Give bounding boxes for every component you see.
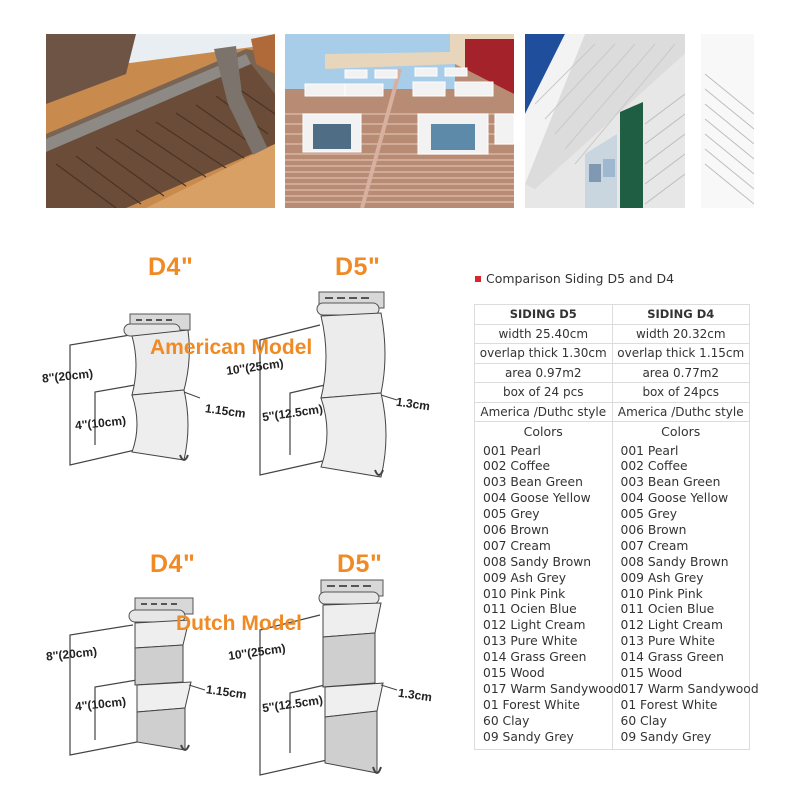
- color-item: 004 Goose Yellow: [483, 491, 591, 506]
- d5-style: America /Duthc style: [475, 402, 613, 422]
- dutch-d5-siding-illustration: [255, 575, 415, 785]
- color-item: 006 Brown: [483, 522, 549, 537]
- color-item: 008 Sandy Brown: [483, 554, 592, 569]
- color-item: 001 Pearl: [620, 443, 679, 458]
- dutch-d4-exposure: 4''(10cm): [74, 694, 127, 714]
- d4-width: width 20.32cm: [612, 324, 750, 344]
- color-item: 011 Ocien Blue: [483, 602, 577, 617]
- color-item: 014 Grass Green: [620, 650, 724, 665]
- dutch-d5-exposure: 5''(12.5cm): [261, 692, 324, 716]
- table-row: [475, 363, 750, 383]
- american-model-label: American Model: [150, 336, 313, 359]
- white-siding-corner-photo: [525, 34, 754, 208]
- color-item: 002 Coffee: [483, 459, 551, 474]
- color-item: 01 Forest White: [620, 697, 718, 712]
- color-item: 001 Pearl: [483, 443, 541, 458]
- color-item: 014 Grass Green: [483, 650, 587, 665]
- color-item: 005 Grey: [483, 507, 540, 522]
- color-item: 60 Clay: [620, 713, 667, 728]
- color-item: 010 Pink Pink: [620, 586, 703, 601]
- header-siding-d4: SIDING D4: [612, 305, 750, 325]
- dutch-d5-title: D5": [337, 550, 383, 578]
- american-d4-height: 8''(20cm): [41, 366, 94, 386]
- d4-colors-header: Colors: [612, 422, 750, 441]
- color-item: 09 Sandy Grey: [620, 729, 712, 744]
- color-item: 005 Grey: [620, 507, 678, 522]
- color-item: 017 Warm Sandywood: [483, 681, 622, 696]
- table-row: [475, 402, 750, 422]
- color-item: 09 Sandy Grey: [483, 729, 574, 744]
- color-item: 006 Brown: [620, 522, 687, 537]
- table-row: [475, 344, 750, 364]
- american-d4-thickness: 1.15cm: [204, 401, 247, 421]
- comparison-title-text: Comparison Siding D5 and D4: [486, 271, 675, 286]
- d4-colors-list: [612, 441, 759, 750]
- dutch-d5-height: 10''(25cm): [227, 641, 287, 663]
- color-item: 004 Goose Yellow: [620, 491, 729, 506]
- color-item: 012 Light Cream: [483, 618, 586, 633]
- american-d5-title: D5": [335, 253, 381, 281]
- color-item: 015 Wood: [620, 665, 683, 680]
- color-item: 007 Cream: [483, 538, 551, 553]
- dutch-model-label: Dutch Model: [176, 612, 302, 635]
- american-d4-siding-illustration: [60, 300, 210, 470]
- red-square-bullet-icon: [475, 276, 481, 282]
- d5-area: area 0.97m2: [475, 363, 613, 383]
- color-item: 003 Bean Green: [620, 475, 721, 490]
- color-item: 009 Ash Grey: [620, 570, 704, 585]
- d4-area: area 0.77m2: [612, 363, 750, 383]
- american-d5-thickness: 1.3cm: [395, 394, 431, 414]
- d5-width: width 25.40cm: [475, 324, 613, 344]
- american-d4-exposure: 4''(10cm): [74, 413, 127, 433]
- colors-list-row: [475, 441, 750, 750]
- d4-box: box of 24pcs: [612, 383, 750, 403]
- color-item: 010 Pink Pink: [483, 586, 566, 601]
- dutch-d4-thickness: 1.15cm: [205, 682, 248, 702]
- american-d5-siding-illustration: [255, 285, 415, 485]
- color-item: 003 Bean Green: [483, 475, 583, 490]
- d4-style: America /Duthc style: [612, 402, 750, 422]
- american-d5-height: 10''(25cm): [225, 356, 285, 378]
- dutch-d4-height: 8''(20cm): [45, 644, 98, 664]
- header-siding-d5: SIDING D5: [475, 305, 613, 325]
- d5-box: box of 24 pcs: [475, 383, 613, 403]
- color-item: 017 Warm Sandywood: [620, 681, 759, 696]
- color-item: 60 Clay: [483, 713, 530, 728]
- color-item: 01 Forest White: [483, 697, 580, 712]
- color-item: 002 Coffee: [620, 459, 688, 474]
- color-item: 015 Wood: [483, 665, 545, 680]
- comparison-table: [474, 304, 759, 750]
- american-d4-title: D4": [148, 253, 194, 281]
- table-row: [475, 383, 750, 403]
- american-d5-exposure: 5''(12.5cm): [261, 401, 324, 425]
- d5-overlap-thick: overlap thick 1.30cm: [475, 344, 613, 364]
- color-item: 013 Pure White: [483, 634, 578, 649]
- table-row: [475, 324, 750, 344]
- d4-overlap-thick: overlap thick 1.15cm: [612, 344, 750, 364]
- comparison-title: [475, 271, 674, 286]
- color-item: 012 Light Cream: [620, 618, 723, 633]
- color-item: 009 Ash Grey: [483, 570, 567, 585]
- dutch-d5-thickness: 1.3cm: [397, 685, 433, 705]
- color-item: 008 Sandy Brown: [620, 554, 729, 569]
- table-header-row: [475, 305, 750, 325]
- dutch-d4-title: D4": [150, 550, 196, 578]
- d5-colors-header: Colors: [475, 422, 613, 441]
- color-item: 007 Cream: [620, 538, 689, 553]
- colors-header-row: [475, 422, 750, 441]
- color-item: 011 Ocien Blue: [620, 602, 715, 617]
- d5-colors-list: [475, 441, 622, 750]
- color-item: 013 Pure White: [620, 634, 715, 649]
